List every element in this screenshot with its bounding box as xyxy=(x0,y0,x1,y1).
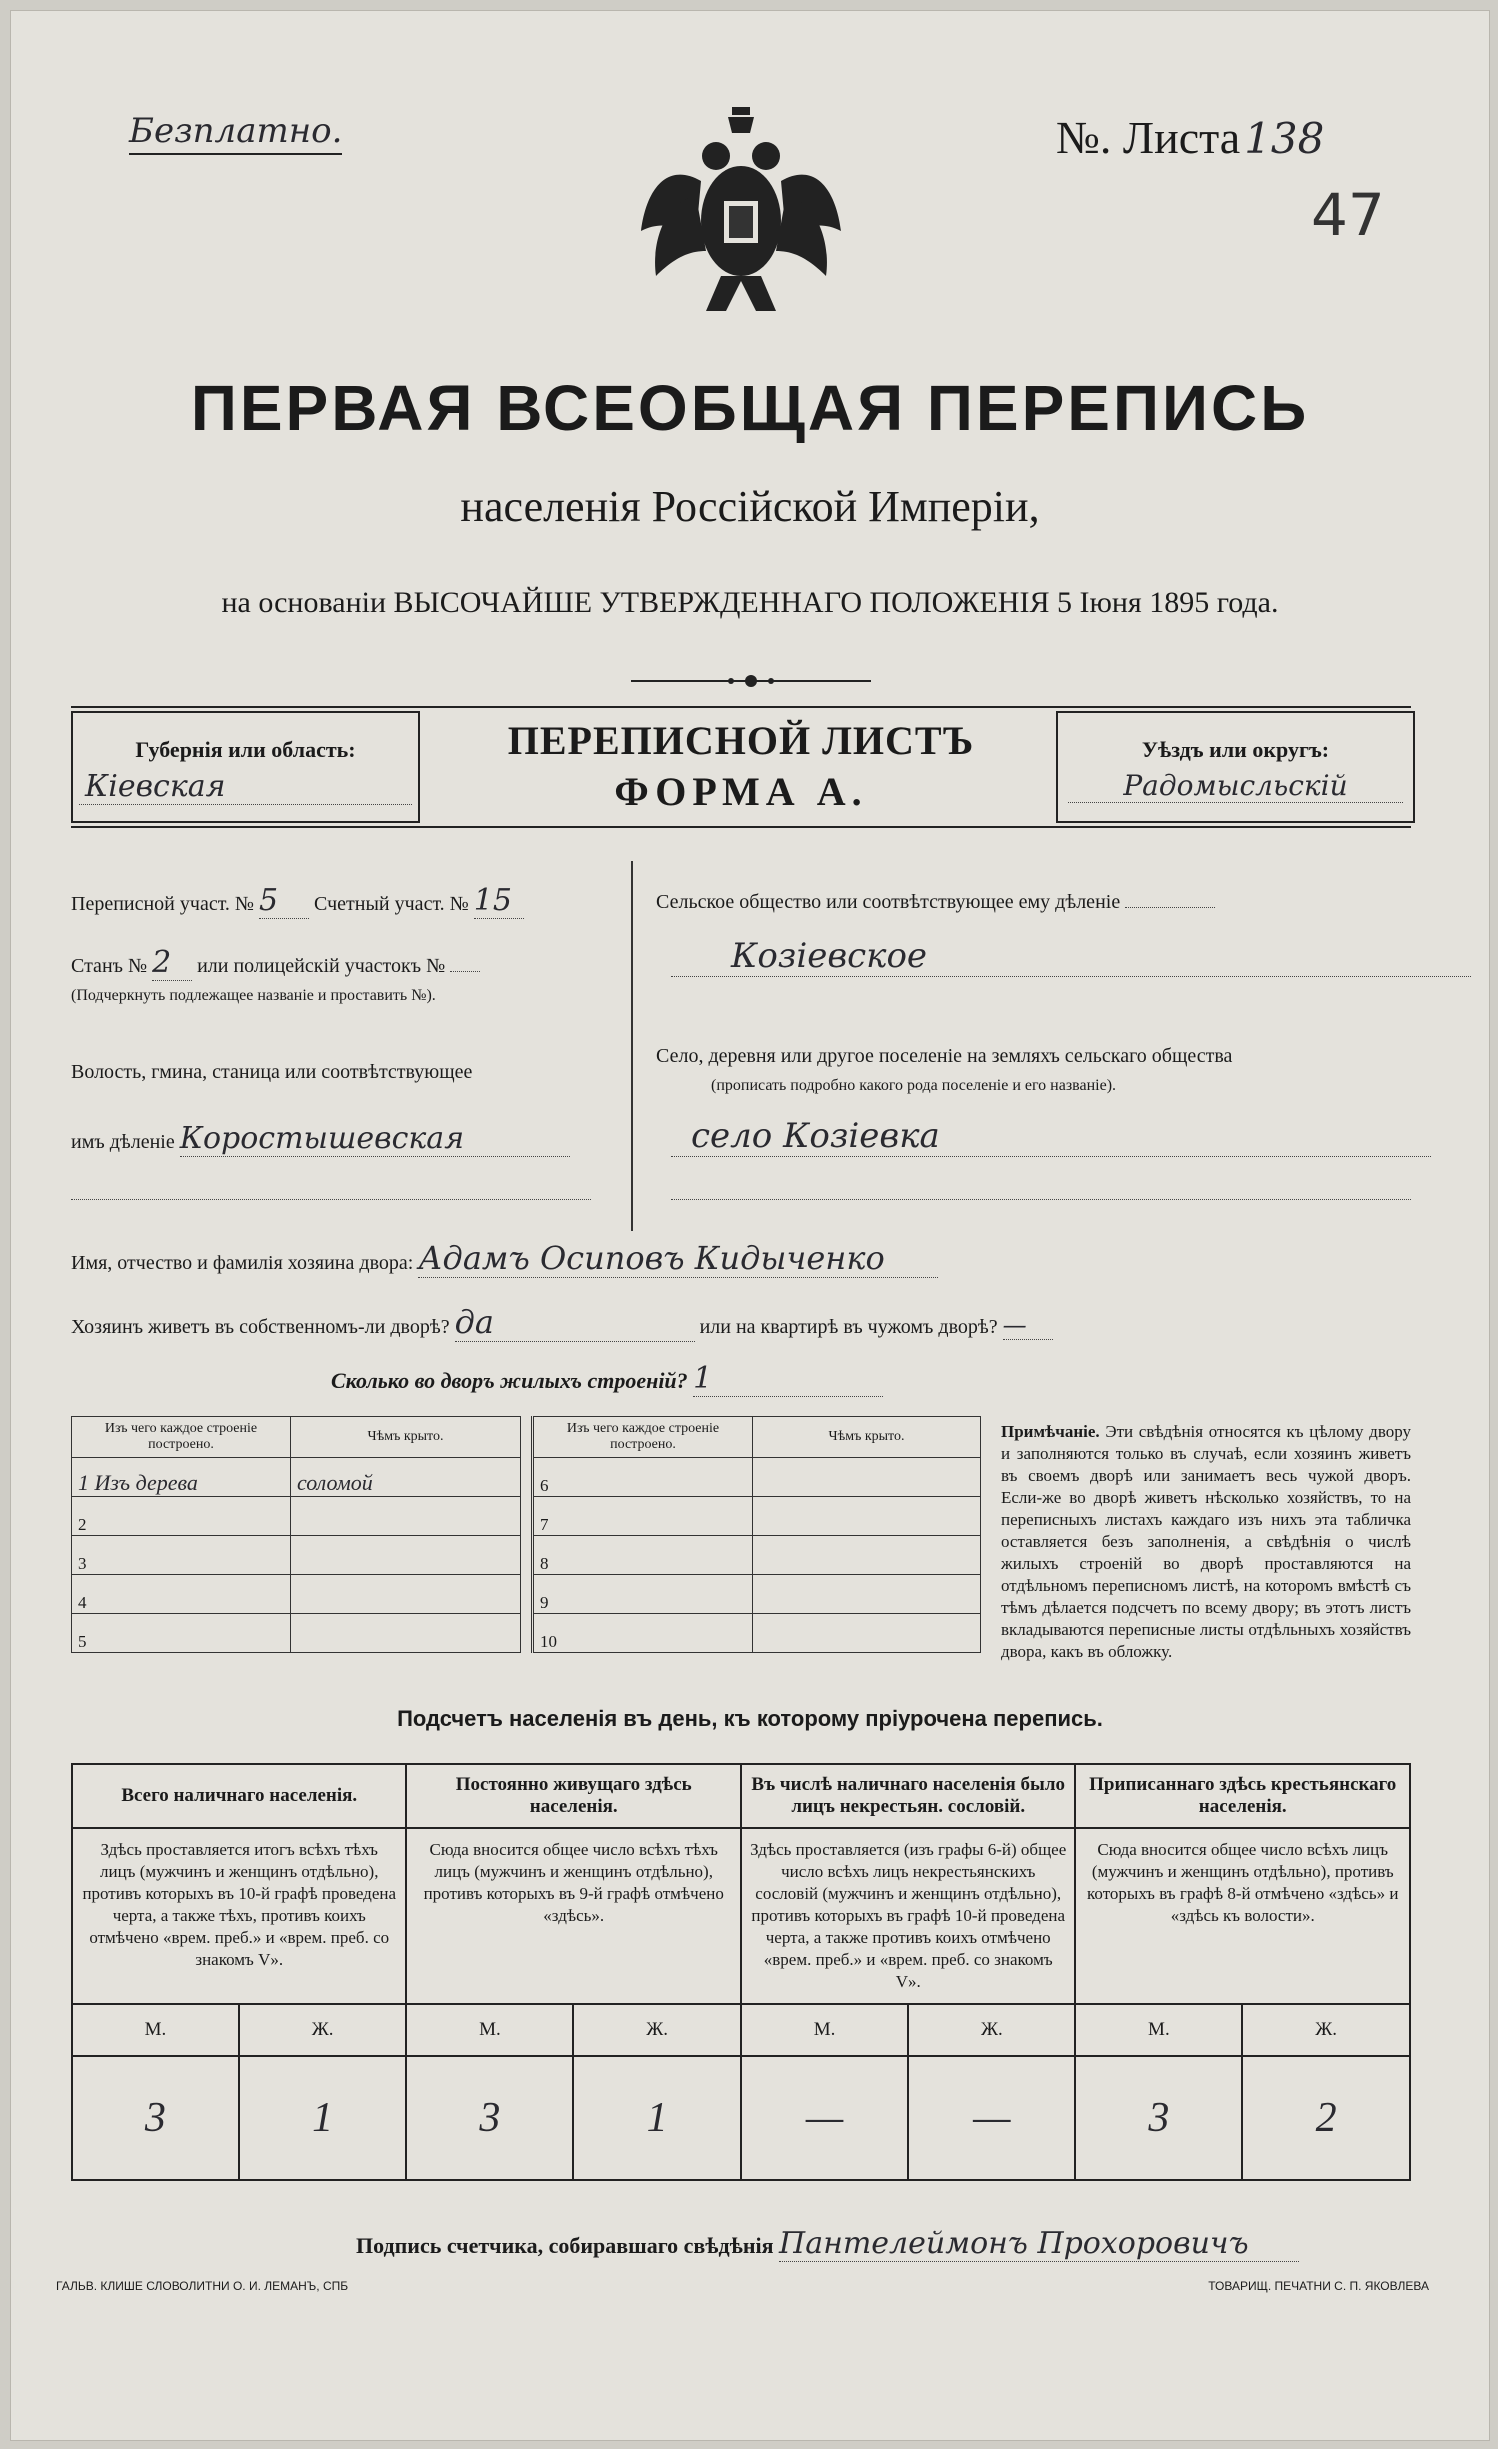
table-row: 4 xyxy=(72,1575,521,1614)
footer-left: ГАЛЬВ. КЛИШЕ СЛОВОЛИТНИ О. И. ЛЕМАНЪ, СПБ xyxy=(56,2279,349,2293)
signature-value[interactable]: Пантелеймонъ Прохоровичъ xyxy=(779,2226,1299,2262)
society-value[interactable]: Козіевское xyxy=(671,936,1471,977)
volost-extra-line xyxy=(71,1199,591,1200)
police-label: или полицейскій участокъ № xyxy=(197,955,446,977)
volost-label-2: имъ дѣленіе xyxy=(71,1131,175,1153)
signature-row xyxy=(356,2226,1299,2262)
building-1-material[interactable]: Изъ дерева xyxy=(94,1470,198,1495)
male-label: М. xyxy=(741,2004,908,2056)
uezd-label: Уѣздъ или округъ: xyxy=(1141,737,1330,762)
buildings-table-left xyxy=(71,1416,521,1653)
female-label: Ж. xyxy=(573,2004,741,2056)
volost-value[interactable]: Коростышевская xyxy=(180,1121,570,1157)
stamp-number: 47 xyxy=(1311,181,1385,249)
police-value[interactable] xyxy=(450,971,480,972)
count-title: Подсчетъ населенія въ день, къ которому пріурочена перепись. xyxy=(397,1706,1103,1731)
col-total-desc: Здѣсь проставляется итогъ всѣхъ тѣхъ лицъ (мужчинъ и женщинъ отдѣльно), противъ которыхъ въ 10-й графѣ проведена черта, а также тѣхъ, противъ коихъ отмѣчено «врем. преб.» и «врем. преб. со знакомъ V». xyxy=(72,1828,406,2004)
counting-district-label: Счетный участ. № xyxy=(314,893,469,915)
table-row: 3 xyxy=(72,1536,521,1575)
permanent-male[interactable]: 3 xyxy=(406,2056,573,2180)
stan-value[interactable]: 2 xyxy=(152,945,192,981)
gubernia-box xyxy=(71,711,420,823)
stan-row xyxy=(71,945,616,981)
total-female[interactable]: 1 xyxy=(239,2056,407,2180)
col-non-peasant-header: Въ числѣ наличнаго населенія было лицъ некрестьян. сословій. xyxy=(741,1764,1076,1828)
population-count-table xyxy=(71,1763,1411,2181)
gubernia-value[interactable]: Кіевская xyxy=(79,769,412,805)
main-title: ПЕРВАЯ ВСЕОБЩАЯ ПЕРЕПИСЬ xyxy=(190,372,1310,444)
society-label: Сельское общество или соотвѣтствующее ему дѣленіе xyxy=(656,891,1121,913)
note-label: Примѣчаніе. xyxy=(1001,1422,1100,1441)
legal-basis: на основаніи ВЫСОЧАЙШЕ УТВЕРЖДЕННАГО ПОЛОЖЕНІЯ 5 Іюня 1895 года. xyxy=(221,586,1279,619)
table-row: 10 xyxy=(533,1614,981,1653)
table-row: 5 xyxy=(72,1614,521,1653)
buildings-value[interactable]: 1 xyxy=(693,1361,883,1397)
col-permanent-desc: Сюда вносится общее число всѣхъ тѣхъ лицъ (мужчинъ и женщинъ отдѣльно), противъ которыхъ въ 9-й графѣ отмѣчено «здѣсь». xyxy=(406,1828,740,2004)
col-material-header: Изъ чего каждое строеніе построено. xyxy=(72,1417,291,1458)
stan-label: Станъ № xyxy=(71,955,148,977)
owner-lives-value[interactable]: да xyxy=(455,1303,695,1342)
buildings-row xyxy=(331,1361,883,1397)
volost-label: Волость, гмина, станица или соотвѣтствующее xyxy=(71,1061,473,1083)
census-sheet xyxy=(10,10,1490,2441)
permanent-female[interactable]: 1 xyxy=(573,2056,741,2180)
signature-label: Подпись счетчика, собиравшаго свѣдѣнія xyxy=(356,2233,774,2258)
non-peasant-female[interactable]: — xyxy=(908,2056,1075,2180)
table-row: 8 xyxy=(533,1536,981,1575)
col-material-header-2: Изъ чего каждое строеніе построено. xyxy=(533,1417,753,1458)
total-male[interactable]: 3 xyxy=(72,2056,239,2180)
peasant-male[interactable]: 3 xyxy=(1075,2056,1242,2180)
subtitle: населенія Россійской Имперіи, xyxy=(460,482,1040,531)
village-label: Село, деревня или другое поселеніе на земляхъ сельскаго общества xyxy=(656,1045,1233,1067)
ornament-divider xyxy=(631,673,871,687)
village-extra-line xyxy=(671,1199,1411,1200)
note-text: Эти свѣдѣнія относятся къ цѣлому двору и заполняются только въ случаѣ, если хозяинъ живетъ въ своемъ дворѣ или занимаетъ весь чужой дворъ. Если-же во дворѣ живетъ нѣсколько хозяйствъ, то на переписныхъ листахъ каждаго изъ нихъ эта табличка оставляется безъ заполненія, а свѣдѣнія о числѣ жилыхъ строеній во дворѣ проставляются на отдѣльномъ переписномъ листѣ, на которомъ вмѣстѣ съ тѣмъ дѣлается подсчетъ по всему двору; въ этотъ листъ вкладываются переписные листы отдѣльныхъ хозяйствъ двора, какъ въ обложку. xyxy=(1001,1422,1412,1661)
female-label: Ж. xyxy=(1242,2004,1410,2056)
uezd-value[interactable]: Радомысльскій xyxy=(1068,769,1403,803)
male-label: М. xyxy=(406,2004,573,2056)
col-non-peasant-desc: Здѣсь проставляется (изъ графы 6-й) общее число всѣхъ лицъ некрестьянскихъ сословій (мужчинъ и женщинъ отдѣльно), противъ которыхъ въ графѣ 10-й проведена черта, а также противъ коихъ отмѣчено «врем. преб.» и «врем. преб. со знакомъ V». xyxy=(741,1828,1076,2004)
owner-lives-row xyxy=(71,1303,1411,1342)
male-label: М. xyxy=(1075,2004,1242,2056)
district-row xyxy=(71,883,616,919)
sheet-number xyxy=(1056,111,1324,164)
volost-row xyxy=(71,1121,616,1157)
sheet-no-label: №. Листа xyxy=(1056,112,1241,163)
col-permanent-header: Постоянно живущаго здѣсь населенія. xyxy=(406,1764,740,1828)
owner-rent-value[interactable]: — xyxy=(1003,1311,1053,1340)
col-peasant-desc: Сюда вносится общее число всѣхъ лицъ (мужчинъ и женщинъ отдѣльно), противъ которыхъ въ графѣ 8-й отмѣчено «здѣсь» и «здѣсь къ волости». xyxy=(1075,1828,1410,2004)
table-row: 7 xyxy=(533,1497,981,1536)
free-label: Безплатно. xyxy=(129,111,342,155)
sheet-no-value: 138 xyxy=(1244,114,1325,163)
village-note: (прописать подробно какого рода поселеніе и его названіе). xyxy=(711,1077,1117,1094)
owner-name-value[interactable]: Адамъ Осиповъ Кидыченко xyxy=(418,1239,938,1278)
counting-district-value[interactable]: 15 xyxy=(474,883,524,919)
buildings-table-right xyxy=(531,1416,981,1653)
table-row: 1 Изъ дерева соломой xyxy=(72,1458,521,1497)
form-title-block xyxy=(431,717,1051,815)
non-peasant-male[interactable]: — xyxy=(741,2056,908,2180)
census-district-label: Переписной участ. № xyxy=(71,893,255,915)
buildings-label: Сколько во дворъ жилыхъ строеній? xyxy=(331,1368,688,1393)
owner-name-label: Имя, отчество и фамилія хозяина двора: xyxy=(71,1252,414,1274)
owner-name-row xyxy=(71,1239,1411,1278)
footer-right: ТОВАРИЩ. ПЕЧАТНИ С. П. ЯКОВЛЕВА xyxy=(1208,2279,1429,2293)
form-title: ПЕРЕПИСНОЙ ЛИСТЪ xyxy=(507,718,975,763)
female-label: Ж. xyxy=(908,2004,1075,2056)
column-divider xyxy=(631,861,633,1231)
table-row: 2 xyxy=(72,1497,521,1536)
uezd-box xyxy=(1056,711,1415,823)
census-district-value[interactable]: 5 xyxy=(259,883,309,919)
note-block xyxy=(1001,1421,1411,1663)
owner-rent-label: или на квартирѣ въ чужомъ дворѣ? xyxy=(699,1316,998,1338)
col-peasant-header: Приписаннаго здѣсь крестьянскаго населенія. xyxy=(1075,1764,1410,1828)
society-row xyxy=(656,891,1416,914)
village-value[interactable]: село Козіевка xyxy=(671,1116,1431,1157)
building-1-roof[interactable]: соломой xyxy=(291,1458,521,1497)
table-row: 6 xyxy=(533,1458,981,1497)
owner-lives-label: Хозяинъ живетъ въ собственномъ-ли дворѣ? xyxy=(71,1316,450,1338)
table-row: 9 xyxy=(533,1575,981,1614)
gubernia-label: Губернія или область: xyxy=(135,737,356,762)
form-type: ФОРМА А. xyxy=(614,769,868,814)
col-total-header: Всего наличнаго населенія. xyxy=(72,1764,406,1828)
male-label: М. xyxy=(72,2004,239,2056)
col-roof-header-2: Чѣмъ крыто. xyxy=(753,1417,981,1458)
underline-note: (Подчеркнуть подлежащее названіе и проставить №). xyxy=(71,987,436,1004)
peasant-female[interactable]: 2 xyxy=(1242,2056,1410,2180)
female-label: Ж. xyxy=(239,2004,407,2056)
imperial-eagle-emblem-icon xyxy=(636,101,846,326)
col-roof-header: Чѣмъ крыто. xyxy=(291,1417,521,1458)
